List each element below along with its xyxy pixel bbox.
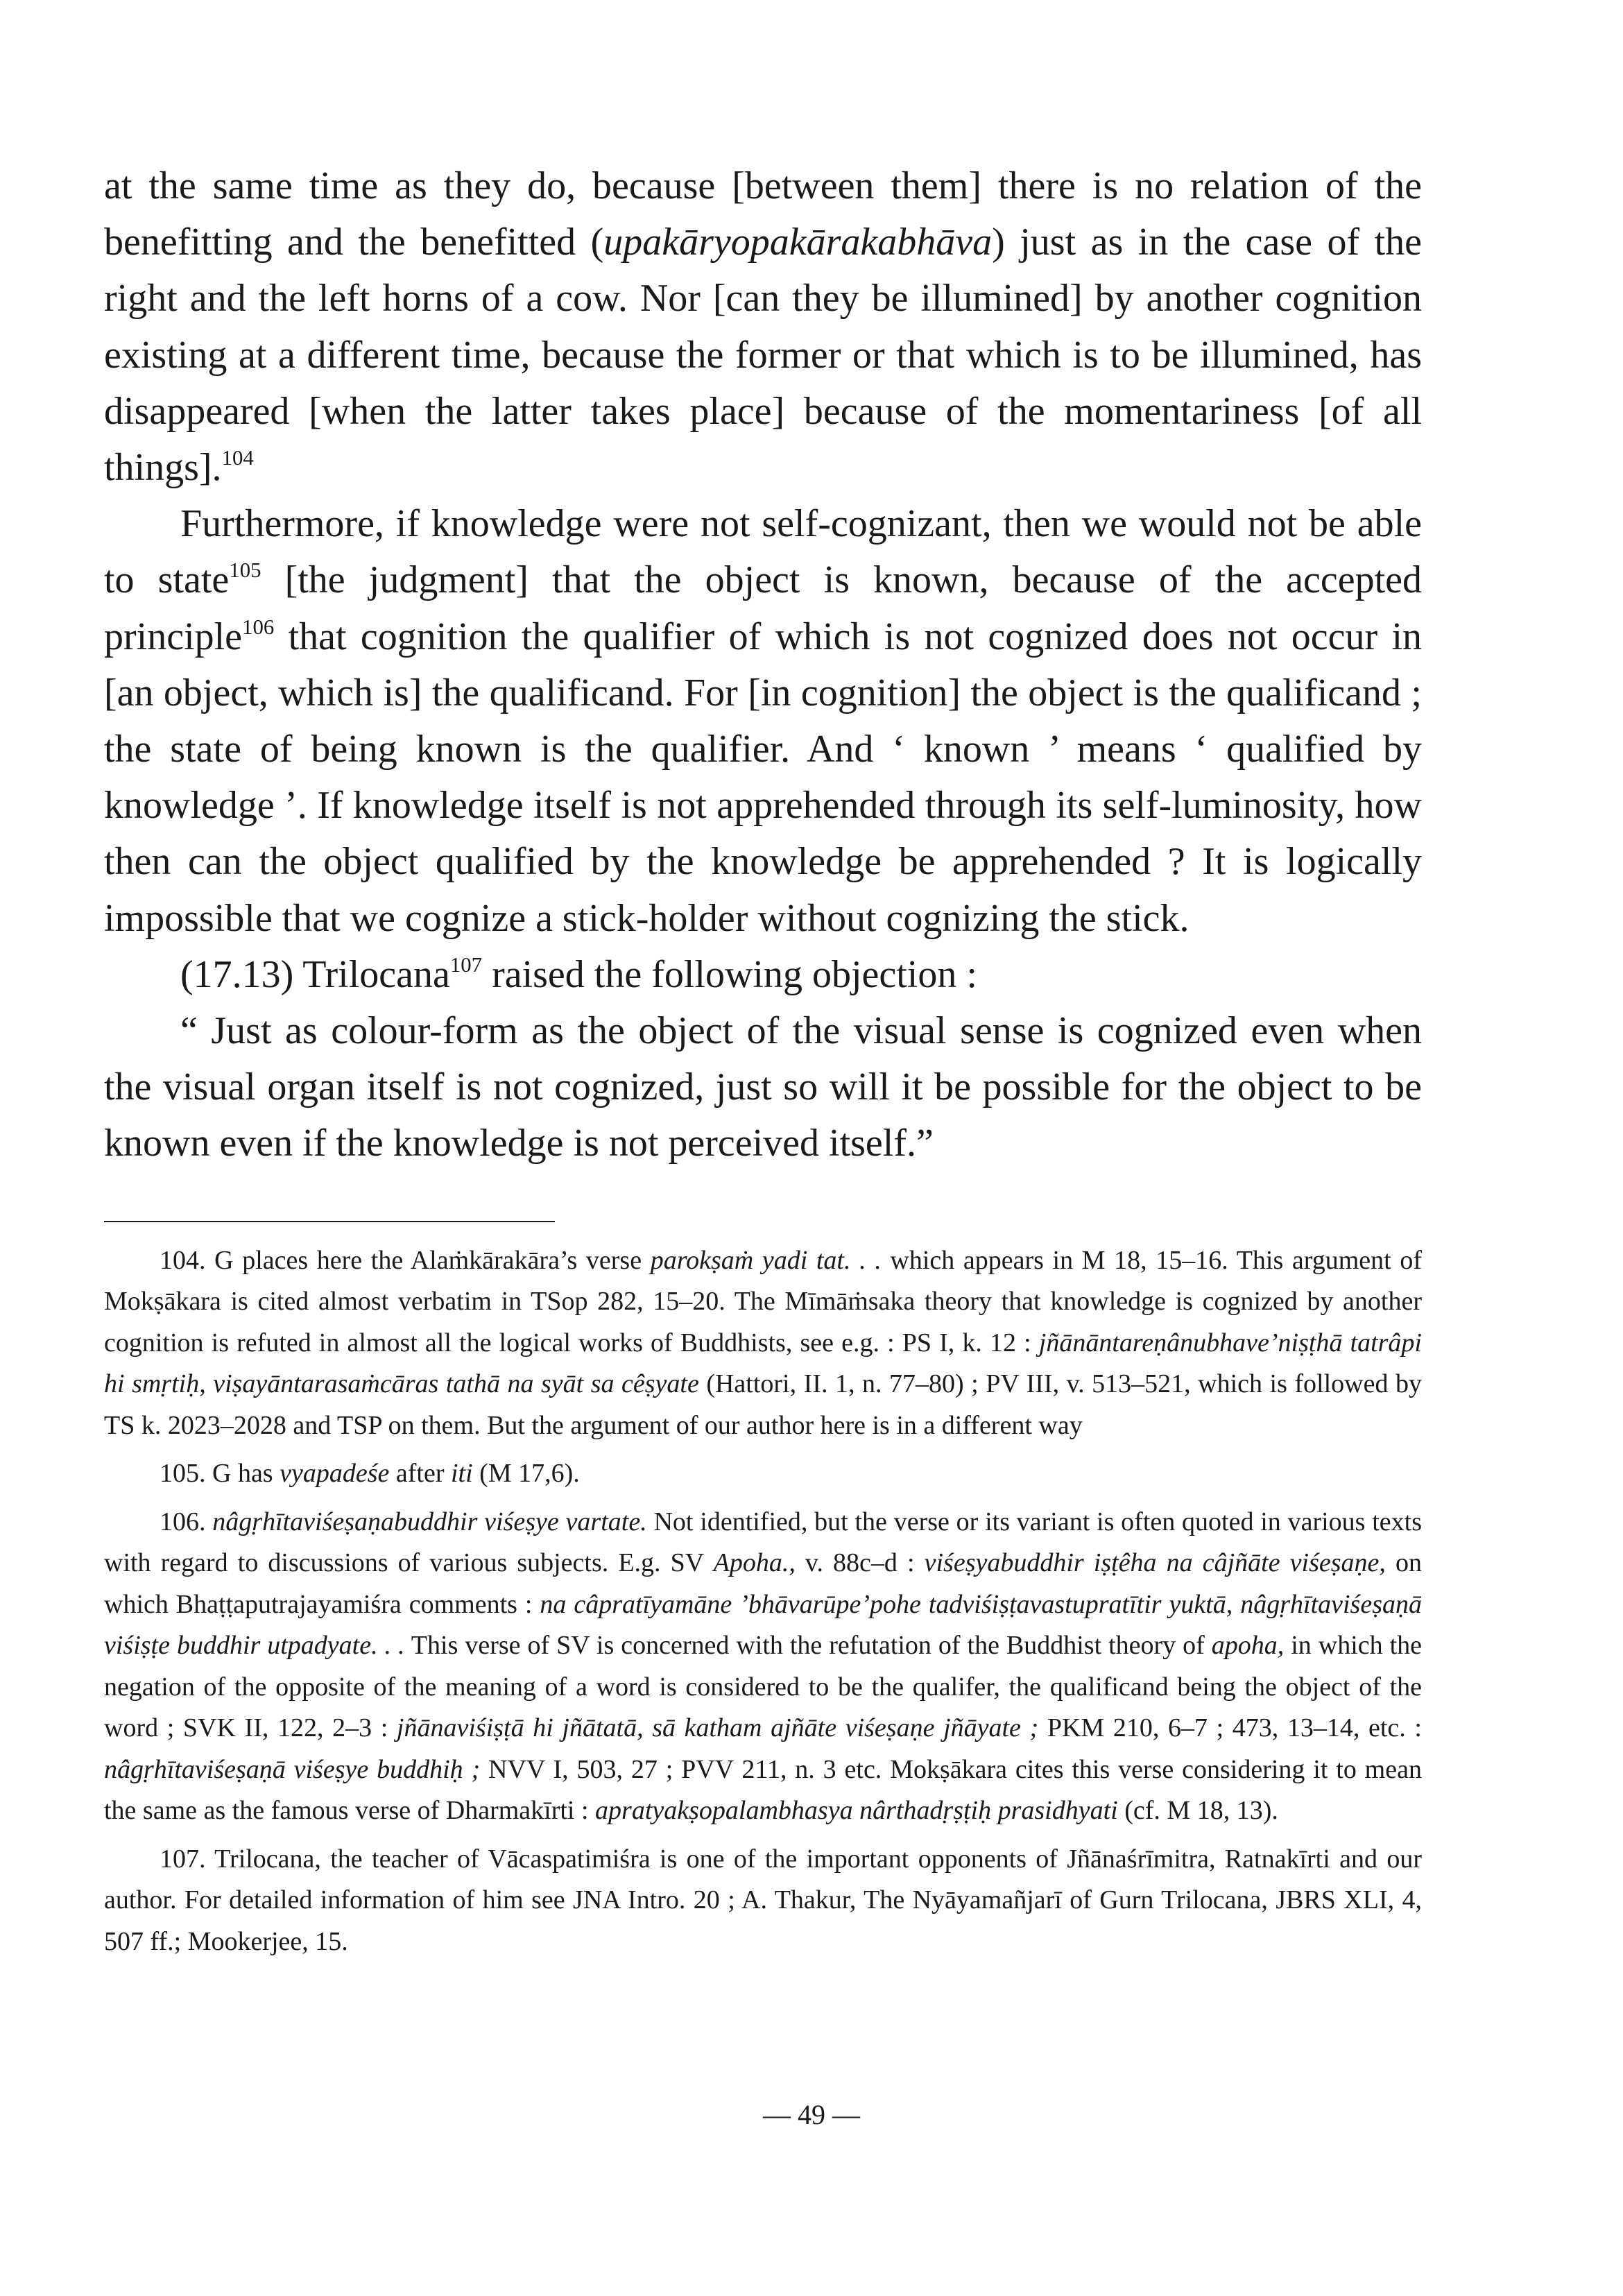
paragraph-3: [104, 947, 1422, 1003]
paragraph-2: [104, 496, 1422, 947]
text-span: [the judgment] that the object is known, because of the accepted principle: [104, 558, 1422, 658]
text-span: NVV I, 503, 27 ; PVV 211, n. 3 etc. Mokṣākara cites this verse considering it to mean the same as the famous verse of Dharmakīrti :: [104, 1754, 1422, 1826]
text-span: 104. G places here the Alaṁkārakāra’s verse: [160, 1245, 651, 1275]
footnote-ref-105: 105: [229, 558, 261, 583]
italic-span: iti: [450, 1459, 473, 1489]
text-span: 106.: [160, 1507, 213, 1536]
italic-span: parokṣaṁ yadi tat. . .: [650, 1245, 882, 1275]
italic-span: nâgṛhītaviśeṣaṇabuddhir viśeṣye vartate.: [212, 1507, 647, 1536]
text-span: 105. G has: [160, 1459, 280, 1489]
footnote-107: [104, 1839, 1422, 1963]
text-span: on which Bhaṭṭaputrajayamiśra comments :: [104, 1548, 1422, 1619]
text-span: ) just as in the case of the right and the left horns of a cow. Nor [can they be illumined] by another cognition existing at a different time, because the former or that which is to be illumined, has disappeared [when the latter takes place] because of the momentariness [of all things].: [104, 221, 1422, 490]
italic-span: apoha,: [1211, 1631, 1285, 1661]
main-text: [104, 158, 1422, 1172]
italic-span: Apoha.,: [713, 1548, 796, 1578]
italic-span: jñānaviśiṣṭā hi jñātatā, sā katham ajñāte viśeṣaṇe jñāyate ;: [396, 1713, 1039, 1743]
italic-span: jñānāntareṇânubhave’niṣṭhā tatrâpi hi smṛtiḥ, viṣayāntarasaṁcāras tathā na syāt sa cêṣyate: [104, 1328, 1422, 1399]
footnote-divider: [104, 1221, 555, 1222]
text-span: PKM 210, 6–7 ; 473, 13–14, etc. :: [1038, 1713, 1422, 1743]
text-span: which appears in M 18, 15–16. This argument of Mokṣākara is cited almost verbatim in TSop 282, 15–20. The Mīmāṁsaka theory that knowledge is cognized by another cognition is refuted in almost all the logical works of Buddhists, see e.g. : PS I, k. 12 :: [104, 1245, 1422, 1357]
text-span: after: [389, 1459, 451, 1489]
page-number: — 49 —: [763, 2099, 860, 2130]
text-span: at the same time as they do, because [between them] there is no relation of the benefitting and the benefitted (: [104, 164, 1422, 264]
text-span: This verse of SV is concerned with the refutation of the Buddhist theory of: [404, 1631, 1212, 1661]
paragraph-4-quote: “ Just as colour-form as the object of the visual sense is cognized even when the visual organ itself is not cognized, just so will it be possible for the object to be known even if the knowledge is not perceived itself.”: [104, 1009, 1422, 1165]
footnote-ref-107: 107: [449, 952, 483, 977]
text-span: 107. Trilocana, the teacher of Vācaspatimiśra is one of the important opponents of Jñānaśrīmitra, Ratnakīrti and our author. For detailed information of him see JNA Intro. 20 ; A. Thakur, The Nyāyamañjarī of Gurn Trilocana, JBRS XLI, 4, 507 ff.; Mookerjee, 15.: [104, 1844, 1422, 1956]
text-span: raised the following objection :: [482, 952, 977, 996]
italic-span: na câpratīyamāne ’bhāvarūpe’pohe tadviśiṣṭavastupratītir yuktā, nâgṛhītaviśeṣaṇā viśiṣṭe buddhir utpadyate. . .: [104, 1589, 1423, 1661]
text-span: v. 88c–d :: [795, 1548, 925, 1578]
text-span: (cf. M 18, 13).: [1117, 1796, 1278, 1826]
text-span: Furthermore, if knowledge were not self-cognizant, then we would not be able to state: [104, 502, 1422, 602]
text-span: (17.13) Trilocana: [180, 952, 450, 996]
footnote-105: [104, 1453, 1422, 1495]
italic-span: nâgṛhītaviśeṣaṇā viśeṣye buddhiḥ ;: [104, 1754, 481, 1784]
text-span: that cognition the qualifier of which is not cognized does not occur in [an object, which is] the qualificand. For [in cognition] the object is the qualificand ; the state of being known is the qualifier. And ‘ known ’ means ‘ qualified by knowledge ’. If knowledge itself is not apprehended through its self-luminosity, how then can the object qualified by the knowledge be apprehended ? It is logically impossible that we cognize a stick-holder without cognizing the stick.: [104, 615, 1422, 940]
footnote-106: [104, 1502, 1422, 1832]
sanskrit-term: upakāryopakārakabhāva: [603, 221, 993, 264]
text-span: (Hattori, II. 1, n. 77–80) ; PV III, v. 513–521, which is followed by TS k. 2023–2028 and TSP on them. But the argument of our author here is in a different way: [104, 1369, 1422, 1440]
footnotes: [104, 1240, 1422, 1963]
text-span: (M 17,6).: [472, 1459, 580, 1489]
italic-span: apratyakṣopalambhasya nârthadṛṣṭiḥ prasidhyati: [595, 1796, 1118, 1826]
footnote-104: [104, 1240, 1422, 1447]
paragraph-1: [104, 158, 1422, 496]
text-span: Not identified, but the verse or its variant is often quoted in various texts with regard to discussions of various subjects. E.g. SV: [104, 1507, 1423, 1578]
page-body: [104, 158, 1422, 1962]
footnote-ref-106: 106: [242, 615, 275, 639]
text-span: in which the negation of the opposite of the meaning of a word is considered to be the qualifer, the qualificand being the object of the word ; SVK II, 122, 2–3 :: [104, 1631, 1422, 1743]
footnote-ref-104: 104: [221, 445, 254, 470]
italic-span: vyapadeśe: [280, 1459, 390, 1489]
italic-span: viśeṣyabuddhir iṣṭêha na câjñāte viśeṣaṇe,: [924, 1548, 1386, 1578]
